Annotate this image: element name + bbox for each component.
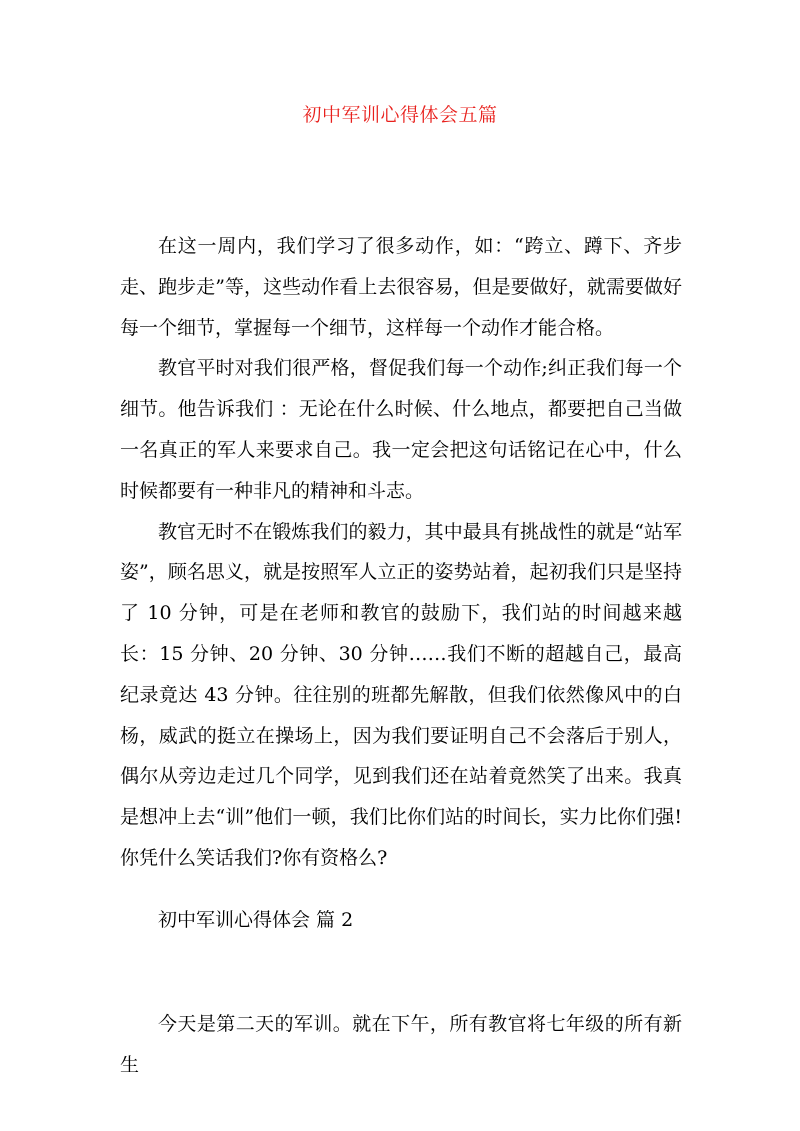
section-1-body: [120, 226, 682, 879]
paragraph: 教官平时对我们很严格，督促我们每一个动作;纠正我们每一个细节。他告诉我们 ：无论在什么时候、什么地点，都要把自己当做一名真正的军人来要求自己。我一定会把这句话铭记在心中，什么时候都要有一种非凡的精神和斗志。: [120, 357, 682, 502]
paragraph: 教官无时不在锻炼我们的毅力，其中最具有挑战性的就是“站军姿”，顾名思义，就是按照军人立正的姿势站着，起初我们只是坚持了 10 分钟，可是在老师和教官的鼓励下，我们站的时间越来越长：15 分钟、20 分钟、30 分钟……我们不断的超越自己，最高纪录竟达 43 分钟。往往别的班都先解散，但我们依然像风中的白杨，威武的挺立在操场上，因为我们要证明自己不会落后于别人，偶尔从旁边走过几个同学，见到我们还在站着竟然笑了出来。我真是想冲上去“训”他们一顿，我们比你们站的时间长，实力比你们强!你凭什么笑话我们?你有资格么?: [120, 520, 682, 869]
section-2-body: [120, 1004, 682, 1086]
paragraph: 今天是第二天的军训。就在下午，所有教官将七年级的所有新生: [120, 1013, 682, 1076]
paragraph: 在这一周内，我们学习了很多动作，如：“跨立、蹲下、齐步走、跑步走”等，这些动作看上去很容易，但是要做好，就需要做好每一个细节，掌握每一个细节，这样每一个动作才能合格。: [120, 235, 682, 339]
document-title: 初中军训心得体会五篇: [302, 104, 498, 126]
section-heading: 初中军训心得体会 篇 2: [158, 909, 354, 931]
